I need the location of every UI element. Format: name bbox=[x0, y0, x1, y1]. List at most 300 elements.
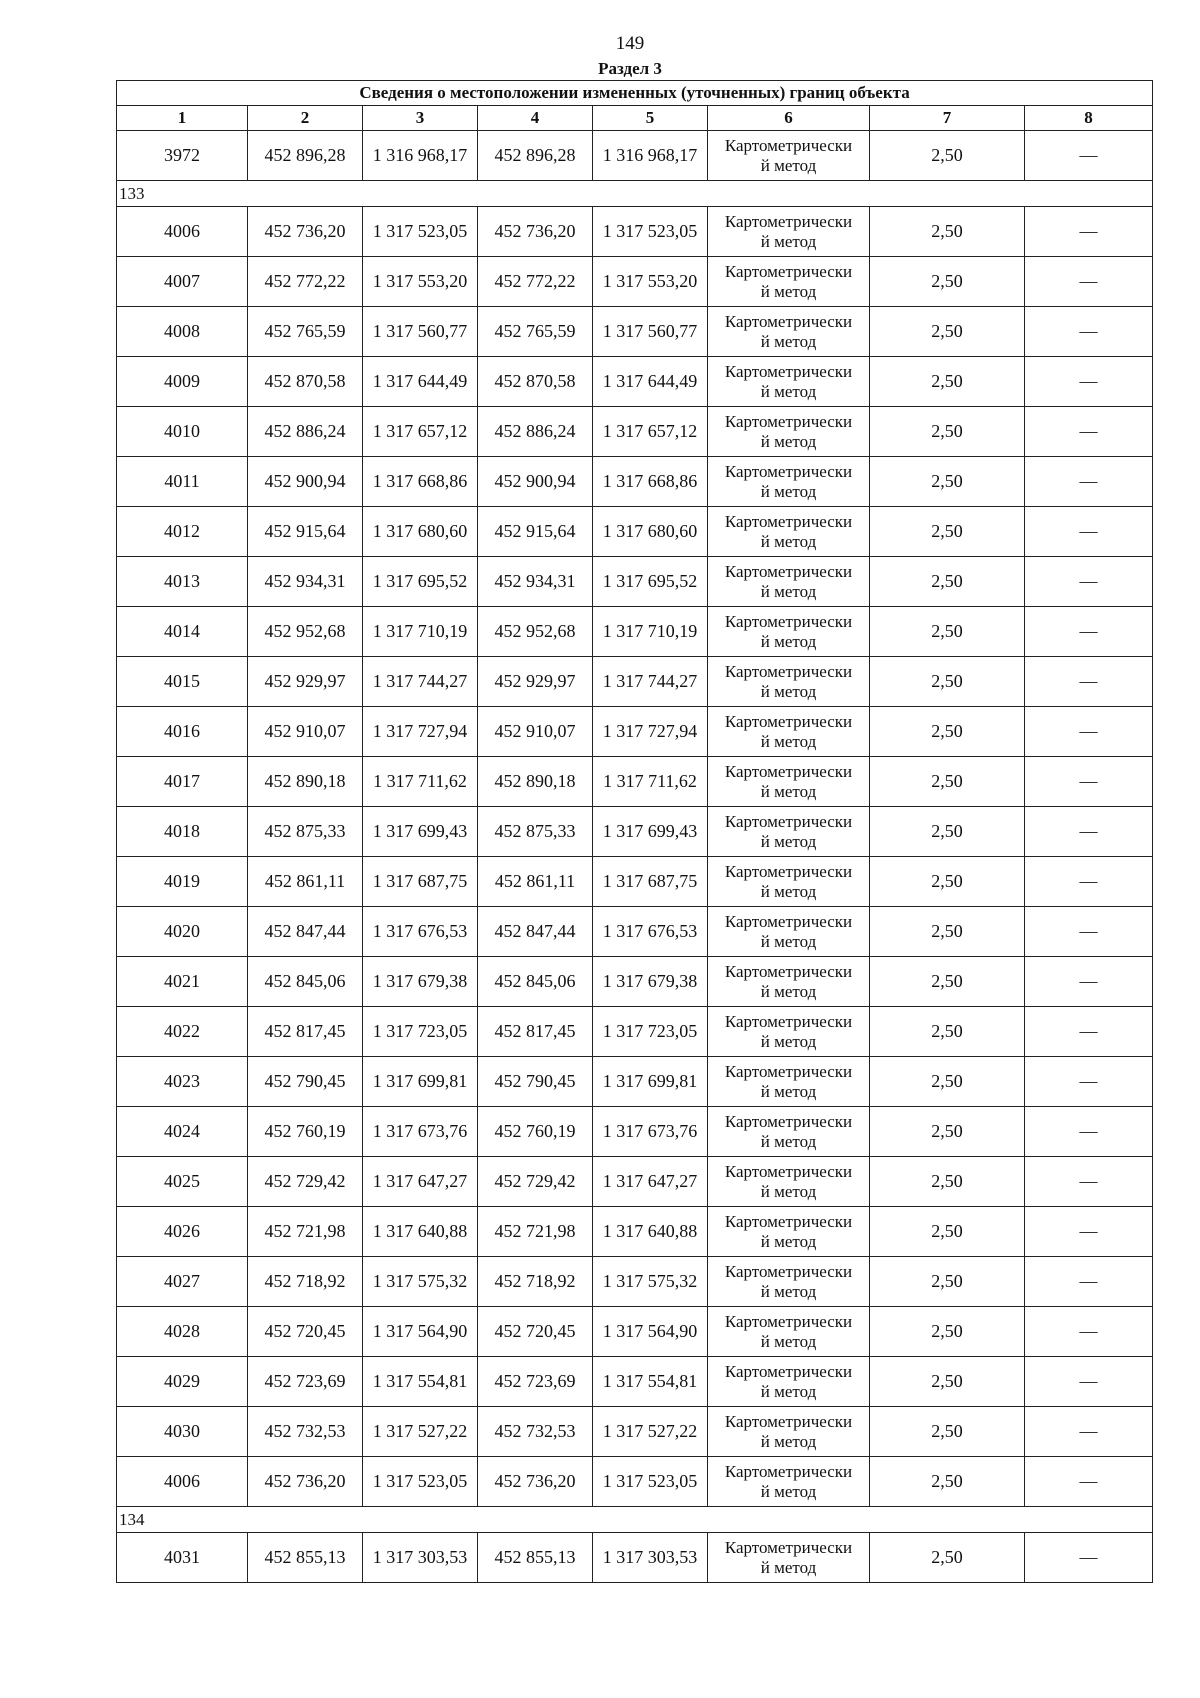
table-row bbox=[117, 1533, 1153, 1583]
method-line: Картометрически bbox=[724, 811, 853, 831]
x-old-cell: 452 736,20 bbox=[248, 1457, 363, 1507]
page-number: 149 bbox=[615, 33, 645, 54]
table-row bbox=[117, 1157, 1153, 1207]
x-old-cell: 452 952,68 bbox=[248, 607, 363, 657]
point-number-cell: 4014 bbox=[117, 607, 248, 657]
method-line: й метод bbox=[760, 281, 817, 301]
table-row bbox=[117, 957, 1153, 1007]
method-line: Картометрически bbox=[724, 411, 853, 431]
point-number-cell: 4030 bbox=[117, 1407, 248, 1457]
method-cell bbox=[708, 307, 870, 357]
method-line: Картометрически bbox=[724, 1011, 853, 1031]
x-old-cell: 452 855,13 bbox=[248, 1533, 363, 1583]
y-old-cell: 1 317 699,81 bbox=[363, 1057, 478, 1107]
method-line: й метод bbox=[760, 581, 817, 601]
x-new-cell: 452 900,94 bbox=[478, 457, 593, 507]
y-new-cell: 1 317 527,22 bbox=[593, 1407, 708, 1457]
y-old-cell: 1 317 564,90 bbox=[363, 1307, 478, 1357]
point-number-cell: 4021 bbox=[117, 957, 248, 1007]
y-old-cell: 1 317 303,53 bbox=[363, 1533, 478, 1583]
x-old-cell: 452 817,45 bbox=[248, 1007, 363, 1057]
method-cell bbox=[708, 1407, 870, 1457]
method-line: Картометрически bbox=[724, 561, 853, 581]
y-old-cell: 1 317 523,05 bbox=[363, 1457, 478, 1507]
accuracy-cell: 2,50 bbox=[870, 657, 1025, 707]
x-old-cell: 452 934,31 bbox=[248, 557, 363, 607]
accuracy-cell: 2,50 bbox=[870, 1357, 1025, 1407]
y-new-cell: 1 317 644,49 bbox=[593, 357, 708, 407]
method-line: й метод bbox=[760, 331, 817, 351]
x-old-cell: 452 723,69 bbox=[248, 1357, 363, 1407]
point-number-cell: 4020 bbox=[117, 907, 248, 957]
method-line: Картометрически bbox=[724, 461, 853, 481]
point-number-cell: 4022 bbox=[117, 1007, 248, 1057]
table-row bbox=[117, 507, 1153, 557]
method-line: й метод bbox=[760, 931, 817, 951]
table-row bbox=[117, 857, 1153, 907]
accuracy-cell: 2,50 bbox=[870, 257, 1025, 307]
description-cell: — bbox=[1025, 607, 1153, 657]
method-line: й метод bbox=[760, 781, 817, 801]
accuracy-cell: 2,50 bbox=[870, 707, 1025, 757]
description-cell: — bbox=[1025, 1533, 1153, 1583]
description-cell: — bbox=[1025, 757, 1153, 807]
method-line: Картометрически bbox=[724, 211, 853, 231]
x-old-cell: 452 765,59 bbox=[248, 307, 363, 357]
method-cell bbox=[708, 407, 870, 457]
y-new-cell: 1 317 553,20 bbox=[593, 257, 708, 307]
y-old-cell: 1 317 676,53 bbox=[363, 907, 478, 957]
table-row bbox=[117, 307, 1153, 357]
group-label: 134 bbox=[117, 1507, 1153, 1533]
method-line: Картометрически bbox=[724, 711, 853, 731]
description-cell: — bbox=[1025, 357, 1153, 407]
table-row bbox=[117, 207, 1153, 257]
method-line: Картометрически bbox=[724, 1161, 853, 1181]
method-cell bbox=[708, 1257, 870, 1307]
x-new-cell: 452 847,44 bbox=[478, 907, 593, 957]
x-new-cell: 452 952,68 bbox=[478, 607, 593, 657]
method-line: Картометрически bbox=[724, 911, 853, 931]
y-new-cell: 1 317 676,53 bbox=[593, 907, 708, 957]
x-old-cell: 452 875,33 bbox=[248, 807, 363, 857]
description-cell: — bbox=[1025, 1157, 1153, 1207]
y-old-cell: 1 317 711,62 bbox=[363, 757, 478, 807]
method-line: Картометрически bbox=[724, 861, 853, 881]
method-cell bbox=[708, 1007, 870, 1057]
y-new-cell: 1 317 554,81 bbox=[593, 1357, 708, 1407]
y-old-cell: 1 317 560,77 bbox=[363, 307, 478, 357]
x-old-cell: 452 790,45 bbox=[248, 1057, 363, 1107]
y-new-cell: 1 317 727,94 bbox=[593, 707, 708, 757]
y-new-cell: 1 317 711,62 bbox=[593, 757, 708, 807]
y-old-cell: 1 317 575,32 bbox=[363, 1257, 478, 1307]
method-cell bbox=[708, 757, 870, 807]
method-cell bbox=[708, 957, 870, 1007]
x-old-cell: 452 886,24 bbox=[248, 407, 363, 457]
method-line: Картометрически bbox=[724, 1111, 853, 1131]
accuracy-cell: 2,50 bbox=[870, 1407, 1025, 1457]
y-old-cell: 1 316 968,17 bbox=[363, 131, 478, 181]
point-number-cell: 4013 bbox=[117, 557, 248, 607]
accuracy-cell: 2,50 bbox=[870, 1307, 1025, 1357]
table-row bbox=[117, 1307, 1153, 1357]
y-new-cell: 1 317 687,75 bbox=[593, 857, 708, 907]
x-old-cell: 452 718,92 bbox=[248, 1257, 363, 1307]
table-body bbox=[117, 131, 1153, 1583]
table-row bbox=[117, 707, 1153, 757]
method-line: й метод bbox=[760, 1431, 817, 1451]
table-row bbox=[117, 657, 1153, 707]
description-cell: — bbox=[1025, 1057, 1153, 1107]
y-old-cell: 1 317 527,22 bbox=[363, 1407, 478, 1457]
x-old-cell: 452 772,22 bbox=[248, 257, 363, 307]
method-line: й метод bbox=[760, 681, 817, 701]
description-cell: — bbox=[1025, 207, 1153, 257]
table-row bbox=[117, 907, 1153, 957]
x-old-cell: 452 910,07 bbox=[248, 707, 363, 757]
description-cell: — bbox=[1025, 1457, 1153, 1507]
column-header: 8 bbox=[1025, 106, 1153, 131]
method-cell bbox=[708, 1057, 870, 1107]
x-new-cell: 452 915,64 bbox=[478, 507, 593, 557]
accuracy-cell: 2,50 bbox=[870, 557, 1025, 607]
x-new-cell: 452 729,42 bbox=[478, 1157, 593, 1207]
y-old-cell: 1 317 687,75 bbox=[363, 857, 478, 907]
y-new-cell: 1 316 968,17 bbox=[593, 131, 708, 181]
point-number-cell: 4011 bbox=[117, 457, 248, 507]
method-cell bbox=[708, 1533, 870, 1583]
description-cell: — bbox=[1025, 657, 1153, 707]
point-number-cell: 4017 bbox=[117, 757, 248, 807]
point-number-cell: 4031 bbox=[117, 1533, 248, 1583]
description-cell: — bbox=[1025, 131, 1153, 181]
accuracy-cell: 2,50 bbox=[870, 307, 1025, 357]
point-number-cell: 4018 bbox=[117, 807, 248, 857]
accuracy-cell: 2,50 bbox=[870, 207, 1025, 257]
method-line: Картометрически bbox=[724, 1461, 853, 1481]
accuracy-cell: 2,50 bbox=[870, 957, 1025, 1007]
table-row bbox=[117, 1207, 1153, 1257]
description-cell: — bbox=[1025, 557, 1153, 607]
description-cell: — bbox=[1025, 857, 1153, 907]
method-line: й метод bbox=[760, 981, 817, 1001]
accuracy-cell: 2,50 bbox=[870, 407, 1025, 457]
method-line: й метод bbox=[760, 481, 817, 501]
description-cell: — bbox=[1025, 1207, 1153, 1257]
accuracy-cell: 2,50 bbox=[870, 907, 1025, 957]
point-number-cell: 4024 bbox=[117, 1107, 248, 1157]
y-new-cell: 1 317 523,05 bbox=[593, 1457, 708, 1507]
method-line: Картометрически bbox=[724, 1261, 853, 1281]
method-line: й метод bbox=[760, 1381, 817, 1401]
y-old-cell: 1 317 647,27 bbox=[363, 1157, 478, 1207]
method-line: Картометрически bbox=[724, 611, 853, 631]
x-new-cell: 452 772,22 bbox=[478, 257, 593, 307]
x-new-cell: 452 736,20 bbox=[478, 1457, 593, 1507]
description-cell: — bbox=[1025, 957, 1153, 1007]
description-cell: — bbox=[1025, 1357, 1153, 1407]
method-cell bbox=[708, 857, 870, 907]
method-line: й метод bbox=[760, 1181, 817, 1201]
x-new-cell: 452 790,45 bbox=[478, 1057, 593, 1107]
accuracy-cell: 2,50 bbox=[870, 131, 1025, 181]
y-old-cell: 1 317 680,60 bbox=[363, 507, 478, 557]
y-old-cell: 1 317 553,20 bbox=[363, 257, 478, 307]
table-row bbox=[117, 557, 1153, 607]
point-number-cell: 4007 bbox=[117, 257, 248, 307]
point-number-cell: 4008 bbox=[117, 307, 248, 357]
method-line: й метод bbox=[760, 1331, 817, 1351]
x-new-cell: 452 886,24 bbox=[478, 407, 593, 457]
method-line: й метод bbox=[760, 1557, 817, 1577]
method-line: й метод bbox=[760, 1481, 817, 1501]
accuracy-cell: 2,50 bbox=[870, 357, 1025, 407]
x-new-cell: 452 765,59 bbox=[478, 307, 593, 357]
group-label: 133 bbox=[117, 181, 1153, 207]
method-line: й метод bbox=[760, 231, 817, 251]
point-number-cell: 4016 bbox=[117, 707, 248, 757]
method-line: Картометрически bbox=[724, 1537, 853, 1557]
y-new-cell: 1 317 695,52 bbox=[593, 557, 708, 607]
y-old-cell: 1 317 727,94 bbox=[363, 707, 478, 757]
description-cell: — bbox=[1025, 707, 1153, 757]
method-line: й метод bbox=[760, 1081, 817, 1101]
table-row bbox=[117, 257, 1153, 307]
method-line: й метод bbox=[760, 155, 817, 175]
table-row bbox=[117, 807, 1153, 857]
y-old-cell: 1 317 695,52 bbox=[363, 557, 478, 607]
y-new-cell: 1 317 523,05 bbox=[593, 207, 708, 257]
point-number-cell: 4019 bbox=[117, 857, 248, 907]
method-cell bbox=[708, 657, 870, 707]
y-new-cell: 1 317 679,38 bbox=[593, 957, 708, 1007]
x-old-cell: 452 721,98 bbox=[248, 1207, 363, 1257]
method-cell bbox=[708, 207, 870, 257]
x-old-cell: 452 720,45 bbox=[248, 1307, 363, 1357]
y-old-cell: 1 317 523,05 bbox=[363, 207, 478, 257]
x-new-cell: 452 736,20 bbox=[478, 207, 593, 257]
y-old-cell: 1 317 673,76 bbox=[363, 1107, 478, 1157]
description-cell: — bbox=[1025, 907, 1153, 957]
x-old-cell: 452 929,97 bbox=[248, 657, 363, 707]
coordinates-table bbox=[116, 80, 1153, 1583]
column-header: 5 bbox=[593, 106, 708, 131]
method-line: Картометрически bbox=[724, 261, 853, 281]
point-number-cell: 4027 bbox=[117, 1257, 248, 1307]
point-number-cell: 4025 bbox=[117, 1157, 248, 1207]
point-number-cell: 4029 bbox=[117, 1357, 248, 1407]
method-line: й метод bbox=[760, 631, 817, 651]
x-old-cell: 452 900,94 bbox=[248, 457, 363, 507]
y-new-cell: 1 317 560,77 bbox=[593, 307, 708, 357]
table-row bbox=[117, 1257, 1153, 1307]
y-new-cell: 1 317 673,76 bbox=[593, 1107, 708, 1157]
accuracy-cell: 2,50 bbox=[870, 807, 1025, 857]
y-old-cell: 1 317 723,05 bbox=[363, 1007, 478, 1057]
method-cell bbox=[708, 131, 870, 181]
table-row bbox=[117, 1457, 1153, 1507]
y-old-cell: 1 317 744,27 bbox=[363, 657, 478, 707]
x-new-cell: 452 845,06 bbox=[478, 957, 593, 1007]
y-new-cell: 1 317 699,81 bbox=[593, 1057, 708, 1107]
y-old-cell: 1 317 640,88 bbox=[363, 1207, 478, 1257]
method-cell bbox=[708, 357, 870, 407]
description-cell: — bbox=[1025, 457, 1153, 507]
description-cell: — bbox=[1025, 807, 1153, 857]
method-line: Картометрически bbox=[724, 511, 853, 531]
point-number-cell: 4023 bbox=[117, 1057, 248, 1107]
x-new-cell: 452 760,19 bbox=[478, 1107, 593, 1157]
point-number-cell: 4028 bbox=[117, 1307, 248, 1357]
y-old-cell: 1 317 699,43 bbox=[363, 807, 478, 857]
accuracy-cell: 2,50 bbox=[870, 1157, 1025, 1207]
method-cell bbox=[708, 807, 870, 857]
x-old-cell: 452 890,18 bbox=[248, 757, 363, 807]
accuracy-cell: 2,50 bbox=[870, 1207, 1025, 1257]
point-number-cell: 4015 bbox=[117, 657, 248, 707]
y-old-cell: 1 317 554,81 bbox=[363, 1357, 478, 1407]
table-row bbox=[117, 357, 1153, 407]
column-header: 3 bbox=[363, 106, 478, 131]
x-old-cell: 452 870,58 bbox=[248, 357, 363, 407]
method-cell bbox=[708, 707, 870, 757]
x-new-cell: 452 732,53 bbox=[478, 1407, 593, 1457]
table-row bbox=[117, 1007, 1153, 1057]
x-new-cell: 452 817,45 bbox=[478, 1007, 593, 1057]
method-cell bbox=[708, 1457, 870, 1507]
accuracy-cell: 2,50 bbox=[870, 1533, 1025, 1583]
method-line: Картометрически bbox=[724, 1411, 853, 1431]
x-new-cell: 452 910,07 bbox=[478, 707, 593, 757]
method-line: й метод bbox=[760, 831, 817, 851]
column-header-row bbox=[117, 106, 1153, 131]
column-header: 7 bbox=[870, 106, 1025, 131]
method-line: Картометрически bbox=[724, 311, 853, 331]
table-caption: Сведения о местоположении измененных (уточненных) границ объекта bbox=[117, 81, 1153, 106]
x-new-cell: 452 723,69 bbox=[478, 1357, 593, 1407]
x-old-cell: 452 896,28 bbox=[248, 131, 363, 181]
method-line: й метод bbox=[760, 1031, 817, 1051]
point-number-cell: 4010 bbox=[117, 407, 248, 457]
y-old-cell: 1 317 668,86 bbox=[363, 457, 478, 507]
method-line: Картометрически bbox=[724, 135, 853, 155]
y-new-cell: 1 317 744,27 bbox=[593, 657, 708, 707]
x-old-cell: 452 847,44 bbox=[248, 907, 363, 957]
method-line: Картометрически bbox=[724, 961, 853, 981]
accuracy-cell: 2,50 bbox=[870, 857, 1025, 907]
y-new-cell: 1 317 575,32 bbox=[593, 1257, 708, 1307]
y-new-cell: 1 317 668,86 bbox=[593, 457, 708, 507]
table-row bbox=[117, 1057, 1153, 1107]
column-header: 1 bbox=[117, 106, 248, 131]
x-new-cell: 452 875,33 bbox=[478, 807, 593, 857]
table-row bbox=[117, 131, 1153, 181]
method-line: й метод bbox=[760, 1231, 817, 1251]
y-old-cell: 1 317 644,49 bbox=[363, 357, 478, 407]
y-new-cell: 1 317 647,27 bbox=[593, 1157, 708, 1207]
accuracy-cell: 2,50 bbox=[870, 1057, 1025, 1107]
method-cell bbox=[708, 507, 870, 557]
accuracy-cell: 2,50 bbox=[870, 507, 1025, 557]
y-new-cell: 1 317 564,90 bbox=[593, 1307, 708, 1357]
method-cell bbox=[708, 1357, 870, 1407]
table-row bbox=[117, 1107, 1153, 1157]
method-cell bbox=[708, 607, 870, 657]
method-line: й метод bbox=[760, 1281, 817, 1301]
x-new-cell: 452 870,58 bbox=[478, 357, 593, 407]
x-old-cell: 452 732,53 bbox=[248, 1407, 363, 1457]
method-cell bbox=[708, 457, 870, 507]
table-row bbox=[117, 407, 1153, 457]
x-old-cell: 452 729,42 bbox=[248, 1157, 363, 1207]
table-row bbox=[117, 607, 1153, 657]
description-cell: — bbox=[1025, 1407, 1153, 1457]
x-new-cell: 452 720,45 bbox=[478, 1307, 593, 1357]
y-new-cell: 1 317 303,53 bbox=[593, 1533, 708, 1583]
x-new-cell: 452 890,18 bbox=[478, 757, 593, 807]
method-line: Картометрически bbox=[724, 661, 853, 681]
method-line: Картометрически bbox=[724, 1211, 853, 1231]
point-number-cell: 4006 bbox=[117, 1457, 248, 1507]
x-new-cell: 452 929,97 bbox=[478, 657, 593, 707]
accuracy-cell: 2,50 bbox=[870, 1457, 1025, 1507]
y-new-cell: 1 317 723,05 bbox=[593, 1007, 708, 1057]
description-cell: — bbox=[1025, 257, 1153, 307]
point-number-cell: 4006 bbox=[117, 207, 248, 257]
table-row bbox=[117, 1407, 1153, 1457]
accuracy-cell: 2,50 bbox=[870, 1107, 1025, 1157]
method-line: й метод bbox=[760, 431, 817, 451]
method-cell bbox=[708, 1307, 870, 1357]
point-number-cell: 4026 bbox=[117, 1207, 248, 1257]
column-header: 2 bbox=[248, 106, 363, 131]
group-row bbox=[117, 1507, 1153, 1533]
x-new-cell: 452 718,92 bbox=[478, 1257, 593, 1307]
point-number-cell: 4012 bbox=[117, 507, 248, 557]
description-cell: — bbox=[1025, 1257, 1153, 1307]
description-cell: — bbox=[1025, 407, 1153, 457]
method-line: й метод bbox=[760, 381, 817, 401]
x-new-cell: 452 861,11 bbox=[478, 857, 593, 907]
description-cell: — bbox=[1025, 507, 1153, 557]
table-row bbox=[117, 757, 1153, 807]
method-cell bbox=[708, 1107, 870, 1157]
method-cell bbox=[708, 907, 870, 957]
method-line: й метод bbox=[760, 881, 817, 901]
x-old-cell: 452 861,11 bbox=[248, 857, 363, 907]
x-old-cell: 452 760,19 bbox=[248, 1107, 363, 1157]
y-new-cell: 1 317 640,88 bbox=[593, 1207, 708, 1257]
table-row bbox=[117, 1357, 1153, 1407]
y-new-cell: 1 317 680,60 bbox=[593, 507, 708, 557]
method-cell bbox=[708, 1207, 870, 1257]
method-cell bbox=[708, 557, 870, 607]
group-row bbox=[117, 181, 1153, 207]
x-new-cell: 452 855,13 bbox=[478, 1533, 593, 1583]
description-cell: — bbox=[1025, 1307, 1153, 1357]
accuracy-cell: 2,50 bbox=[870, 1007, 1025, 1057]
method-line: Картометрически bbox=[724, 761, 853, 781]
method-line: й метод bbox=[760, 531, 817, 551]
table-row bbox=[117, 457, 1153, 507]
method-line: й метод bbox=[760, 1131, 817, 1151]
method-line: Картометрически bbox=[724, 1061, 853, 1081]
point-number-cell: 4009 bbox=[117, 357, 248, 407]
method-line: Картометрически bbox=[724, 1311, 853, 1331]
accuracy-cell: 2,50 bbox=[870, 457, 1025, 507]
section-title: Раздел 3 bbox=[598, 59, 662, 78]
